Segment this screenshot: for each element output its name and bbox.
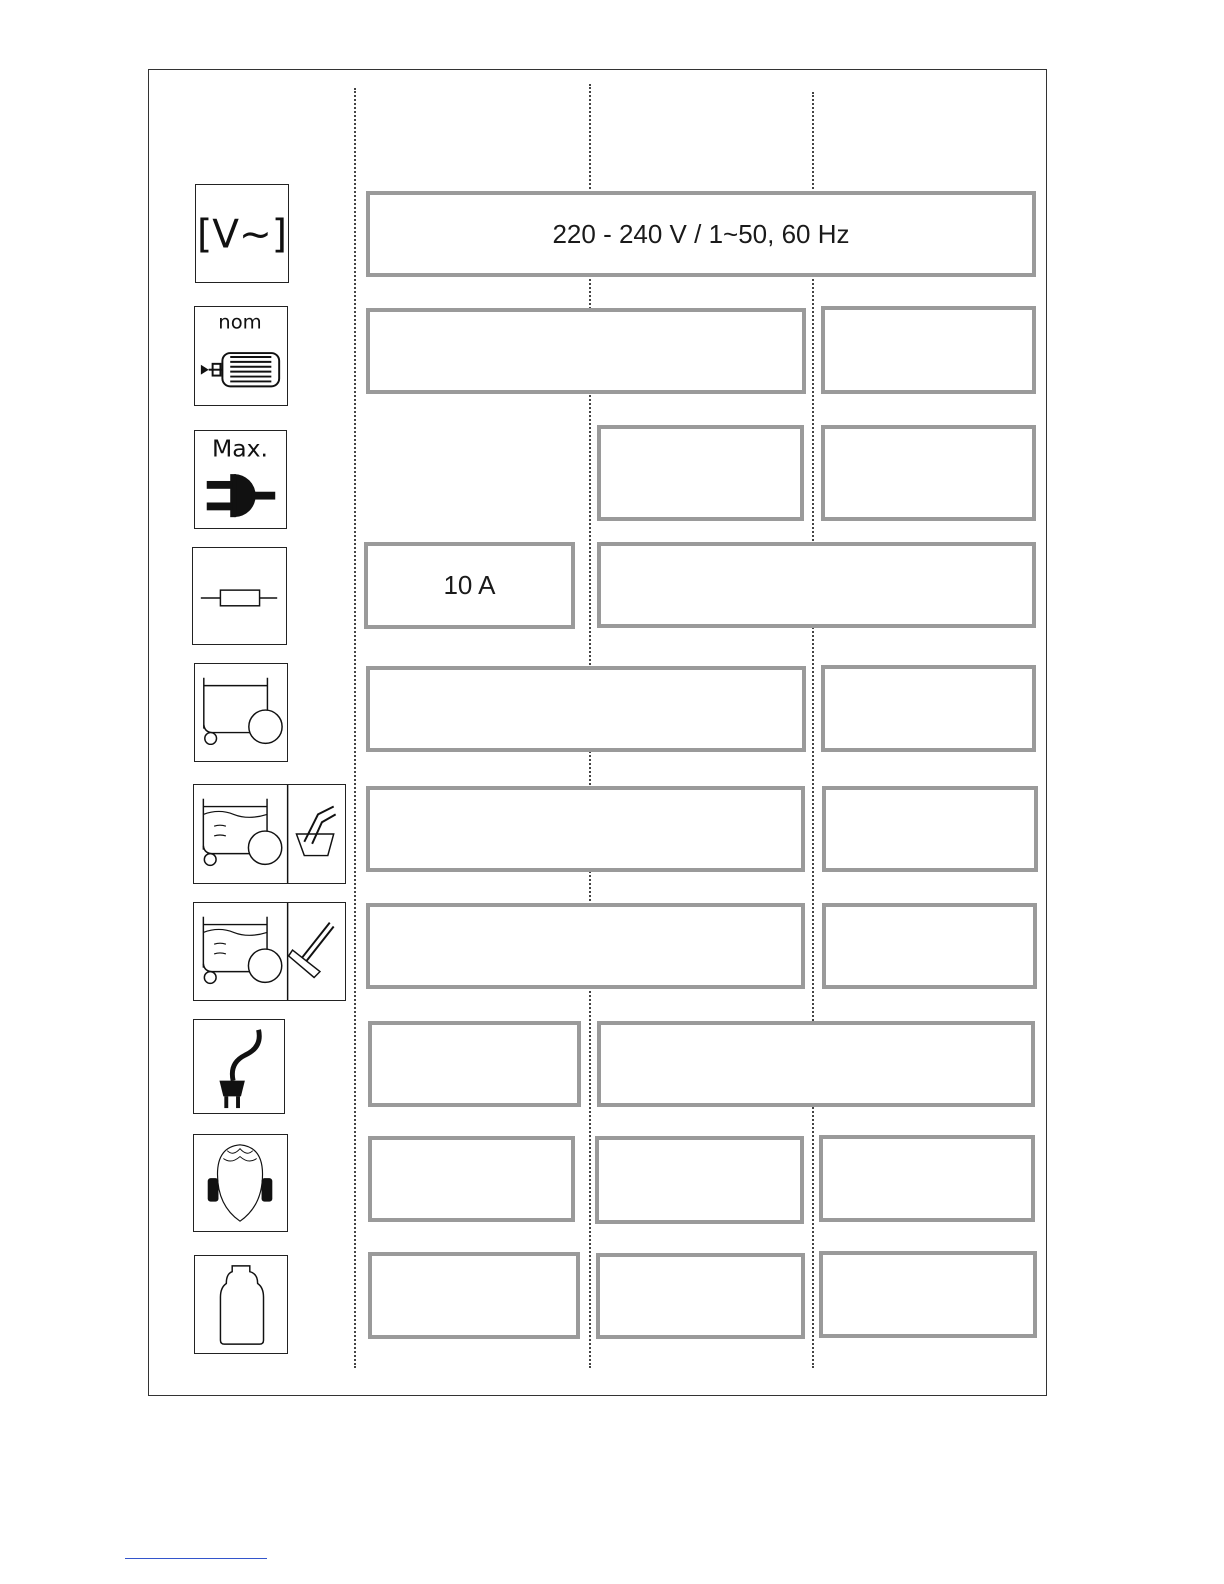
max-power-value-b bbox=[821, 425, 1036, 521]
column-divider-1 bbox=[354, 88, 356, 1368]
voltage-text: 220 - 240 V / 1~50, 60 Hz bbox=[552, 218, 850, 249]
tank-icon bbox=[194, 663, 288, 762]
nominal-power-value-b bbox=[821, 306, 1036, 394]
tank-value-a bbox=[366, 666, 806, 752]
nominal-power-value-a bbox=[366, 308, 806, 394]
tank-water-container-icon bbox=[193, 784, 346, 884]
max-power-value-a bbox=[597, 425, 804, 521]
tank-water-container-value-a bbox=[366, 786, 805, 872]
cable-value-a bbox=[368, 1021, 581, 1107]
motor-nom-icon bbox=[194, 306, 288, 406]
footer-rule bbox=[125, 1558, 267, 1559]
fuse-value-a bbox=[364, 542, 575, 629]
fuse-text: 10 A bbox=[443, 570, 496, 600]
voltage-icon bbox=[195, 184, 289, 283]
noise-value-c bbox=[819, 1135, 1035, 1222]
max-plug-icon bbox=[194, 430, 287, 529]
cable-value-b bbox=[597, 1021, 1035, 1107]
weight-icon bbox=[194, 1255, 288, 1354]
tank-value-b bbox=[821, 665, 1036, 752]
tank-water-container-value-b bbox=[822, 786, 1038, 872]
svg-text:Max.: Max. bbox=[212, 434, 269, 463]
tank-water-floor-value-b bbox=[822, 903, 1037, 989]
svg-text:nom: nom bbox=[218, 310, 262, 334]
power-cable-icon bbox=[193, 1019, 285, 1114]
ear-protection-icon bbox=[193, 1134, 288, 1232]
fuse-value-b bbox=[597, 542, 1036, 628]
weight-value-a bbox=[368, 1252, 580, 1339]
noise-value-b bbox=[595, 1136, 804, 1224]
noise-value-a bbox=[368, 1136, 575, 1222]
voltage-value bbox=[366, 191, 1036, 277]
weight-value-c bbox=[819, 1251, 1037, 1338]
svg-text:[V~]: [V~] bbox=[196, 212, 288, 258]
column-divider-3 bbox=[812, 92, 814, 1368]
tank-water-floor-value-a bbox=[366, 903, 805, 989]
fuse-icon bbox=[192, 547, 287, 645]
weight-value-b bbox=[596, 1253, 805, 1339]
tank-water-floor-icon bbox=[193, 902, 346, 1001]
